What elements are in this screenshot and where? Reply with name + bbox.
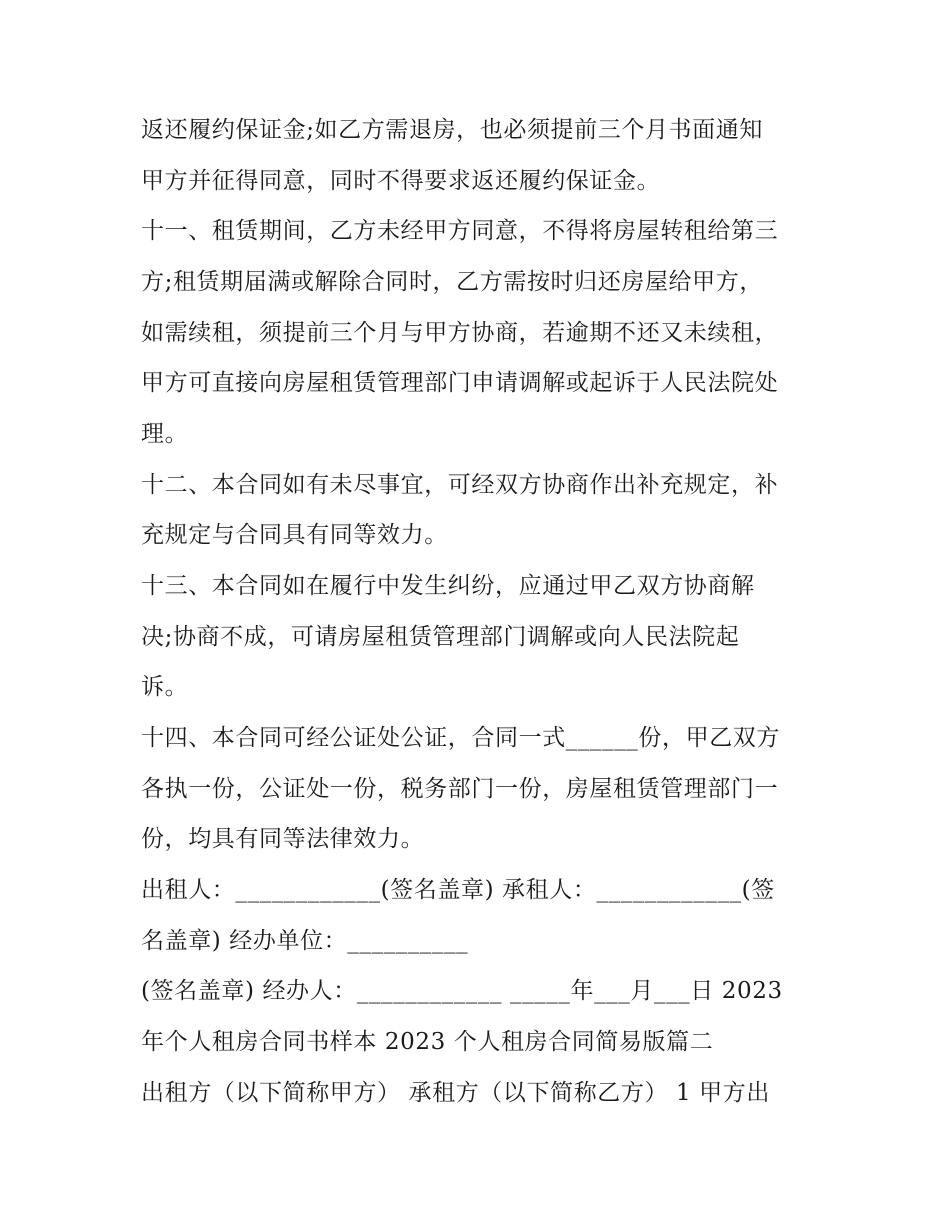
paragraph-line: 决;协商不成，可请房屋租赁管理部门调解或向人民法院起 bbox=[141, 624, 740, 650]
clause-14-line: 十四、本合同可经公证处公证，合同一式______份，甲乙双方 bbox=[141, 725, 780, 751]
signature-line: 出租人：____________(签名盖章) 承租人：____________(签 bbox=[141, 877, 775, 903]
paragraph-line: 方;租赁期届满或解除合同时，乙方需按时归还房屋给甲方， bbox=[141, 269, 763, 295]
paragraph-line: 甲方可直接向房屋租赁管理部门申请调解或起诉于人民法院处 bbox=[141, 370, 779, 396]
section-title-line: 年个人租房合同书样本 2023 个人租房合同简易版篇二 bbox=[141, 1029, 714, 1055]
paragraph-line: 理。 bbox=[141, 421, 189, 447]
paragraph-line: 份，均具有同等法律效力。 bbox=[141, 826, 425, 852]
clause-13-line: 十三、本合同如在履行中发生纠纷，应通过甲乙双方协商解 bbox=[141, 573, 755, 599]
paragraph-line: 充规定与合同具有同等效力。 bbox=[141, 522, 448, 548]
clause-12-line: 十二、本合同如有未尽事宜，可经双方协商作出补充规定，补 bbox=[141, 472, 779, 498]
paragraph-line: 如需续租，须提前三个月与甲方协商，若逾期不还又未续租， bbox=[141, 320, 779, 346]
paragraph-line: 诉。 bbox=[141, 674, 189, 700]
paragraph-line: 出租方（以下简称甲方） 承租方（以下简称乙方） 1 甲方出 bbox=[141, 1080, 770, 1106]
signature-line: 名盖章) 经办单位：__________ bbox=[141, 928, 469, 954]
clause-11-line: 十一、租赁期间，乙方未经甲方同意，不得将房屋转租给第三 bbox=[141, 218, 779, 244]
paragraph-line: 返还履约保证金;如乙方需退房，也必须提前三个月书面通知 bbox=[141, 117, 763, 143]
paragraph-line: 各执一份，公证处一份，税务部门一份，房屋租赁管理部门一 bbox=[141, 776, 779, 802]
paragraph-line: 甲方并征得同意，同时不得要求返还履约保证金。 bbox=[141, 168, 661, 194]
signature-line: (签名盖章) 经办人：____________ _____年___月___日 2023 bbox=[141, 978, 783, 1004]
